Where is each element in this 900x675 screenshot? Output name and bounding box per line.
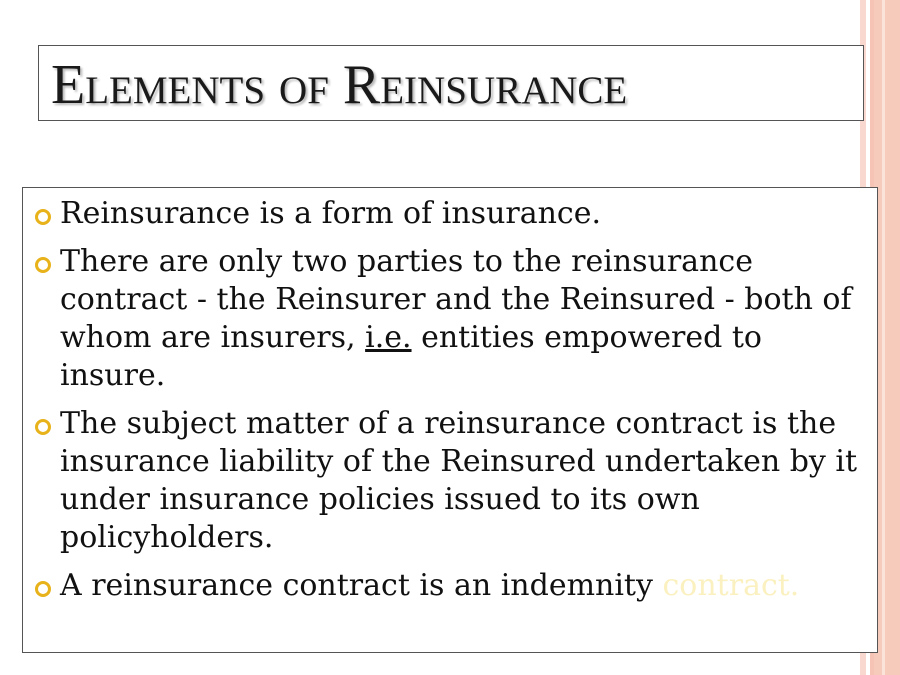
bullet-circle-icon <box>35 209 51 225</box>
bullet-text: Reinsurance is a form of insurance. <box>60 196 602 231</box>
bullet-circle-icon <box>35 257 51 273</box>
bullet-underlined-text: i.e. <box>365 320 412 355</box>
bullet-list <box>23 195 873 615</box>
title-box <box>38 45 864 121</box>
content-box <box>22 187 878 653</box>
bullet-circle-icon <box>35 419 51 435</box>
bullet-faded-text: contract. <box>662 568 800 603</box>
bullet-item <box>23 243 873 395</box>
bullet-item <box>23 195 873 233</box>
bullet-item <box>23 567 873 605</box>
bullet-item <box>23 405 873 557</box>
bullet-text: A reinsurance contract is an indemnity <box>60 568 663 603</box>
bullet-text: The subject matter of a reinsurance contract is the insurance liability of the Reinsured undertaken by it under insurance policies issued to its own policyholders. <box>60 406 858 555</box>
decorative-stripe <box>882 0 885 675</box>
bullet-text: There are only two parties to the reinsurance contract - the Reinsurer and the Reinsured - both of whom are insurers, <box>60 244 852 355</box>
slide-title: Elements of Reinsurance <box>51 54 628 116</box>
bullet-text: entities empowered to insure. <box>60 320 762 393</box>
bullet-circle-icon <box>35 581 51 597</box>
